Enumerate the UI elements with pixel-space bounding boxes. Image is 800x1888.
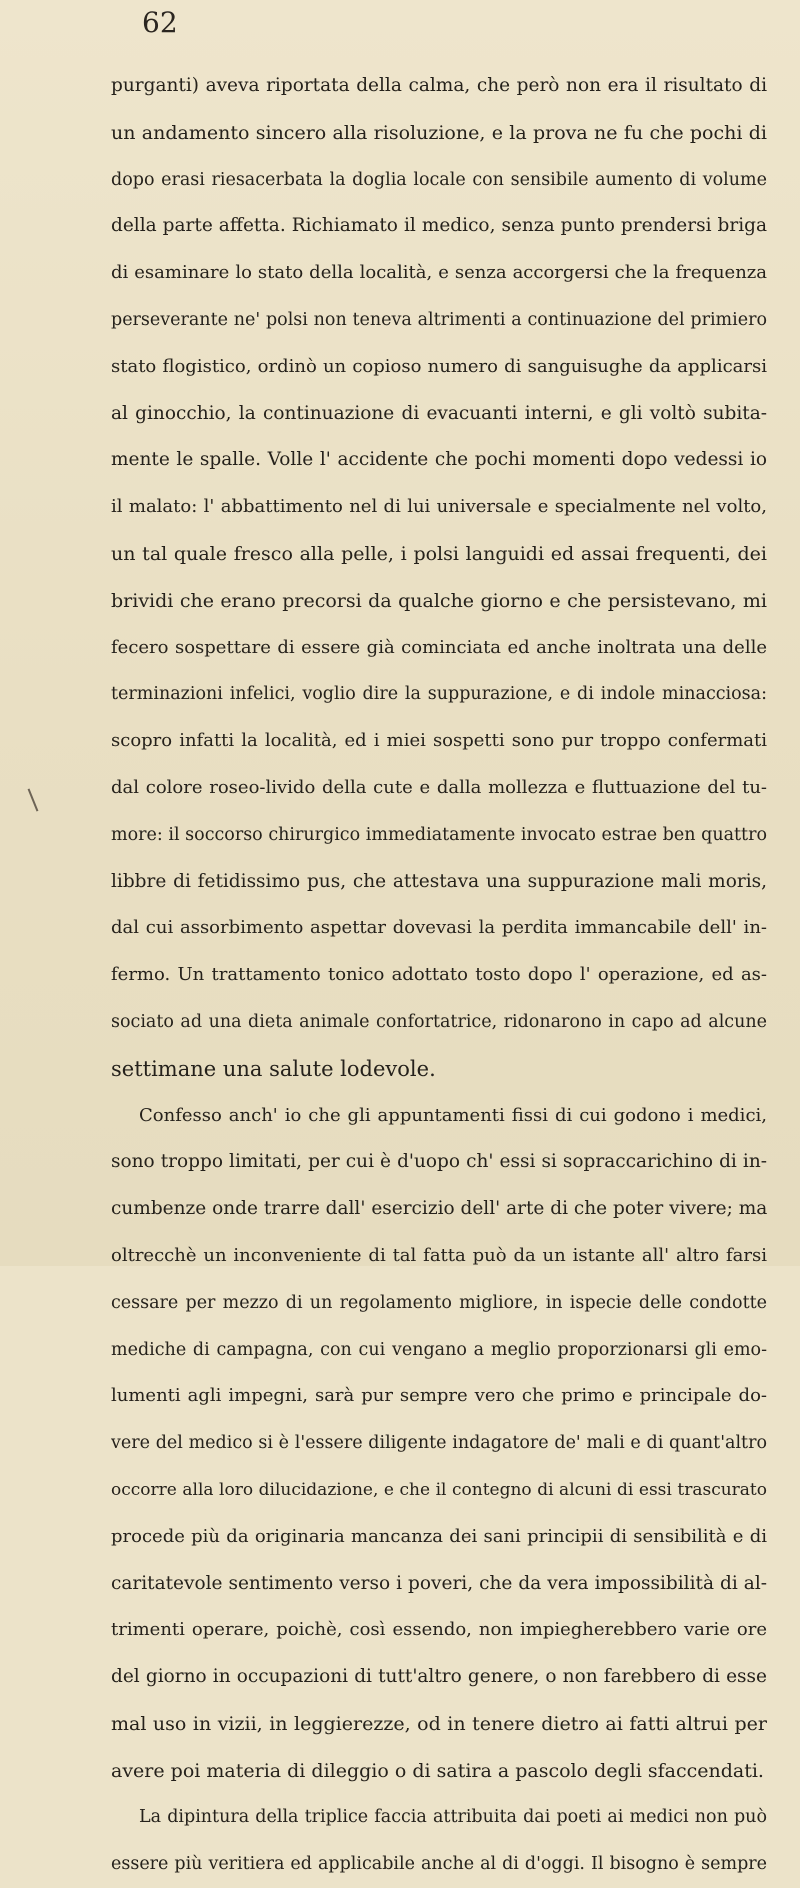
margin-pencil-mark [28,788,39,811]
text-line: mente le spalle. Volle l' accidente che pochi momenti dopo vedessi io [111,449,767,471]
text-line: un andamento sincero alla risoluzione, e la prova ne fu che pochi di [111,121,767,144]
text-line: occorre alla loro dilucidazione, e che il contegno di alcuni di essi trascurato [111,1479,767,1500]
text-line: procede più da originaria mancanza dei sani principii di sensibilità e di [111,1525,767,1547]
text-line: terminazioni infelici, voglio dire la suppurazione, e di indole minacciosa: [111,684,767,705]
text-line: scopro infatti la località, ed i miei sospetti sono pur troppo confermati [111,730,767,752]
text-line: mediche di campagna, con cui vengano a meglio proporzionarsi gli emo- [111,1339,767,1360]
text-line: lumenti agli impegni, sarà pur sempre vero che primo e principale do- [111,1385,767,1407]
text-line: dopo erasi riesacerbata la doglia locale con sensibile aumento di volume [111,169,767,190]
text-line: more: il soccorso chirurgico immediatamente invocato estrae ben quattro [111,824,767,845]
text-line: del giorno in occupazioni di tutt'altro genere, o non farebbero di esse [111,1666,767,1688]
text-line: Confesso anch' io che gli appuntamenti fissi di cui godono i medici, [139,1104,767,1126]
text-line: dal colore roseo-livido della cute e dalla mollezza e fluttuazione del tu- [111,776,767,798]
page-number: 62 [142,6,178,39]
text-line: brividi che erano precorsi da qualche giorno e che persistevano, mi [111,589,767,612]
text-line: libbre di fetidissimo pus, che attestava una suppurazione mali moris, [111,870,767,892]
text-line: purganti) aveva riportata della calma, che però non era il risultato di [111,75,767,96]
text-line: stato flogistico, ordinò un copioso numero di sanguisughe da applicarsi [111,355,767,377]
text-line: caritatevole sentimento verso i poveri, che da vera impossibilità di al- [111,1572,767,1594]
text-line: cessare per mezzo di un regolamento migliore, in ispecie delle condotte [111,1292,767,1313]
text-line: trimenti operare, poichè, così essendo, non impiegherebbero varie ore [111,1619,767,1641]
text-line: essere più veritiera ed applicabile anche al di d'oggi. Il bisogno è sempre [111,1854,767,1875]
text-line: oltrecchè un inconveniente di tal fatta può da un istante all' altro farsi [111,1244,767,1266]
text-line: vere del medico si è l'essere diligente indagatore de' mali e di quant'altro [111,1433,767,1454]
text-line: un tal quale fresco alla pelle, i polsi languidi ed assai frequenti, dei [111,542,767,565]
text-line: di esaminare lo stato della località, e senza accorgersi che la frequenza [111,262,767,284]
text-line: fermo. Un trattamento tonico adottato tosto dopo l' operazione, ed as- [111,964,767,986]
text-line: della parte affetta. Richiamato il medico, senza punto prendersi briga [111,215,767,237]
text-line: dal cui assorbimento aspettar dovevasi la perdita immancabile dell' in- [111,917,767,939]
body-text [111,63,767,1888]
text-line: il malato: l' abbattimento nel di lui universale e specialmente nel volto, [111,496,767,518]
text-line: avere poi materia di dileggio o di satira a pascolo degli sfaccendati. [111,1759,764,1782]
text-line: La dipintura della triplice faccia attribuita dai poeti ai medici non può [139,1807,767,1828]
text-line: perseverante ne' polsi non teneva altrimenti a continuazione del primiero [111,309,767,330]
text-line: al ginocchio, la continuazione di evacuanti interni, e gli voltò subita- [111,402,767,424]
text-line: sociato ad una dieta animale confortatrice, ridonarono in capo ad alcune [111,1011,767,1032]
text-line: sono troppo limitati, per cui è d'uopo ch' essi si sopraccarichino di in- [111,1151,767,1173]
text-line: mal uso in vizii, in leggierezze, od in tenere dietro ai fatti altrui per [111,1712,767,1735]
text-line: cumbenze onde trarre dall' esercizio dell' arte di che poter vivere; ma [111,1198,767,1220]
text-line: settimane una salute lodevole. [111,1056,436,1081]
text-line: fecero sospettare di essere già cominciata ed anche inoltrata una delle [111,636,767,658]
